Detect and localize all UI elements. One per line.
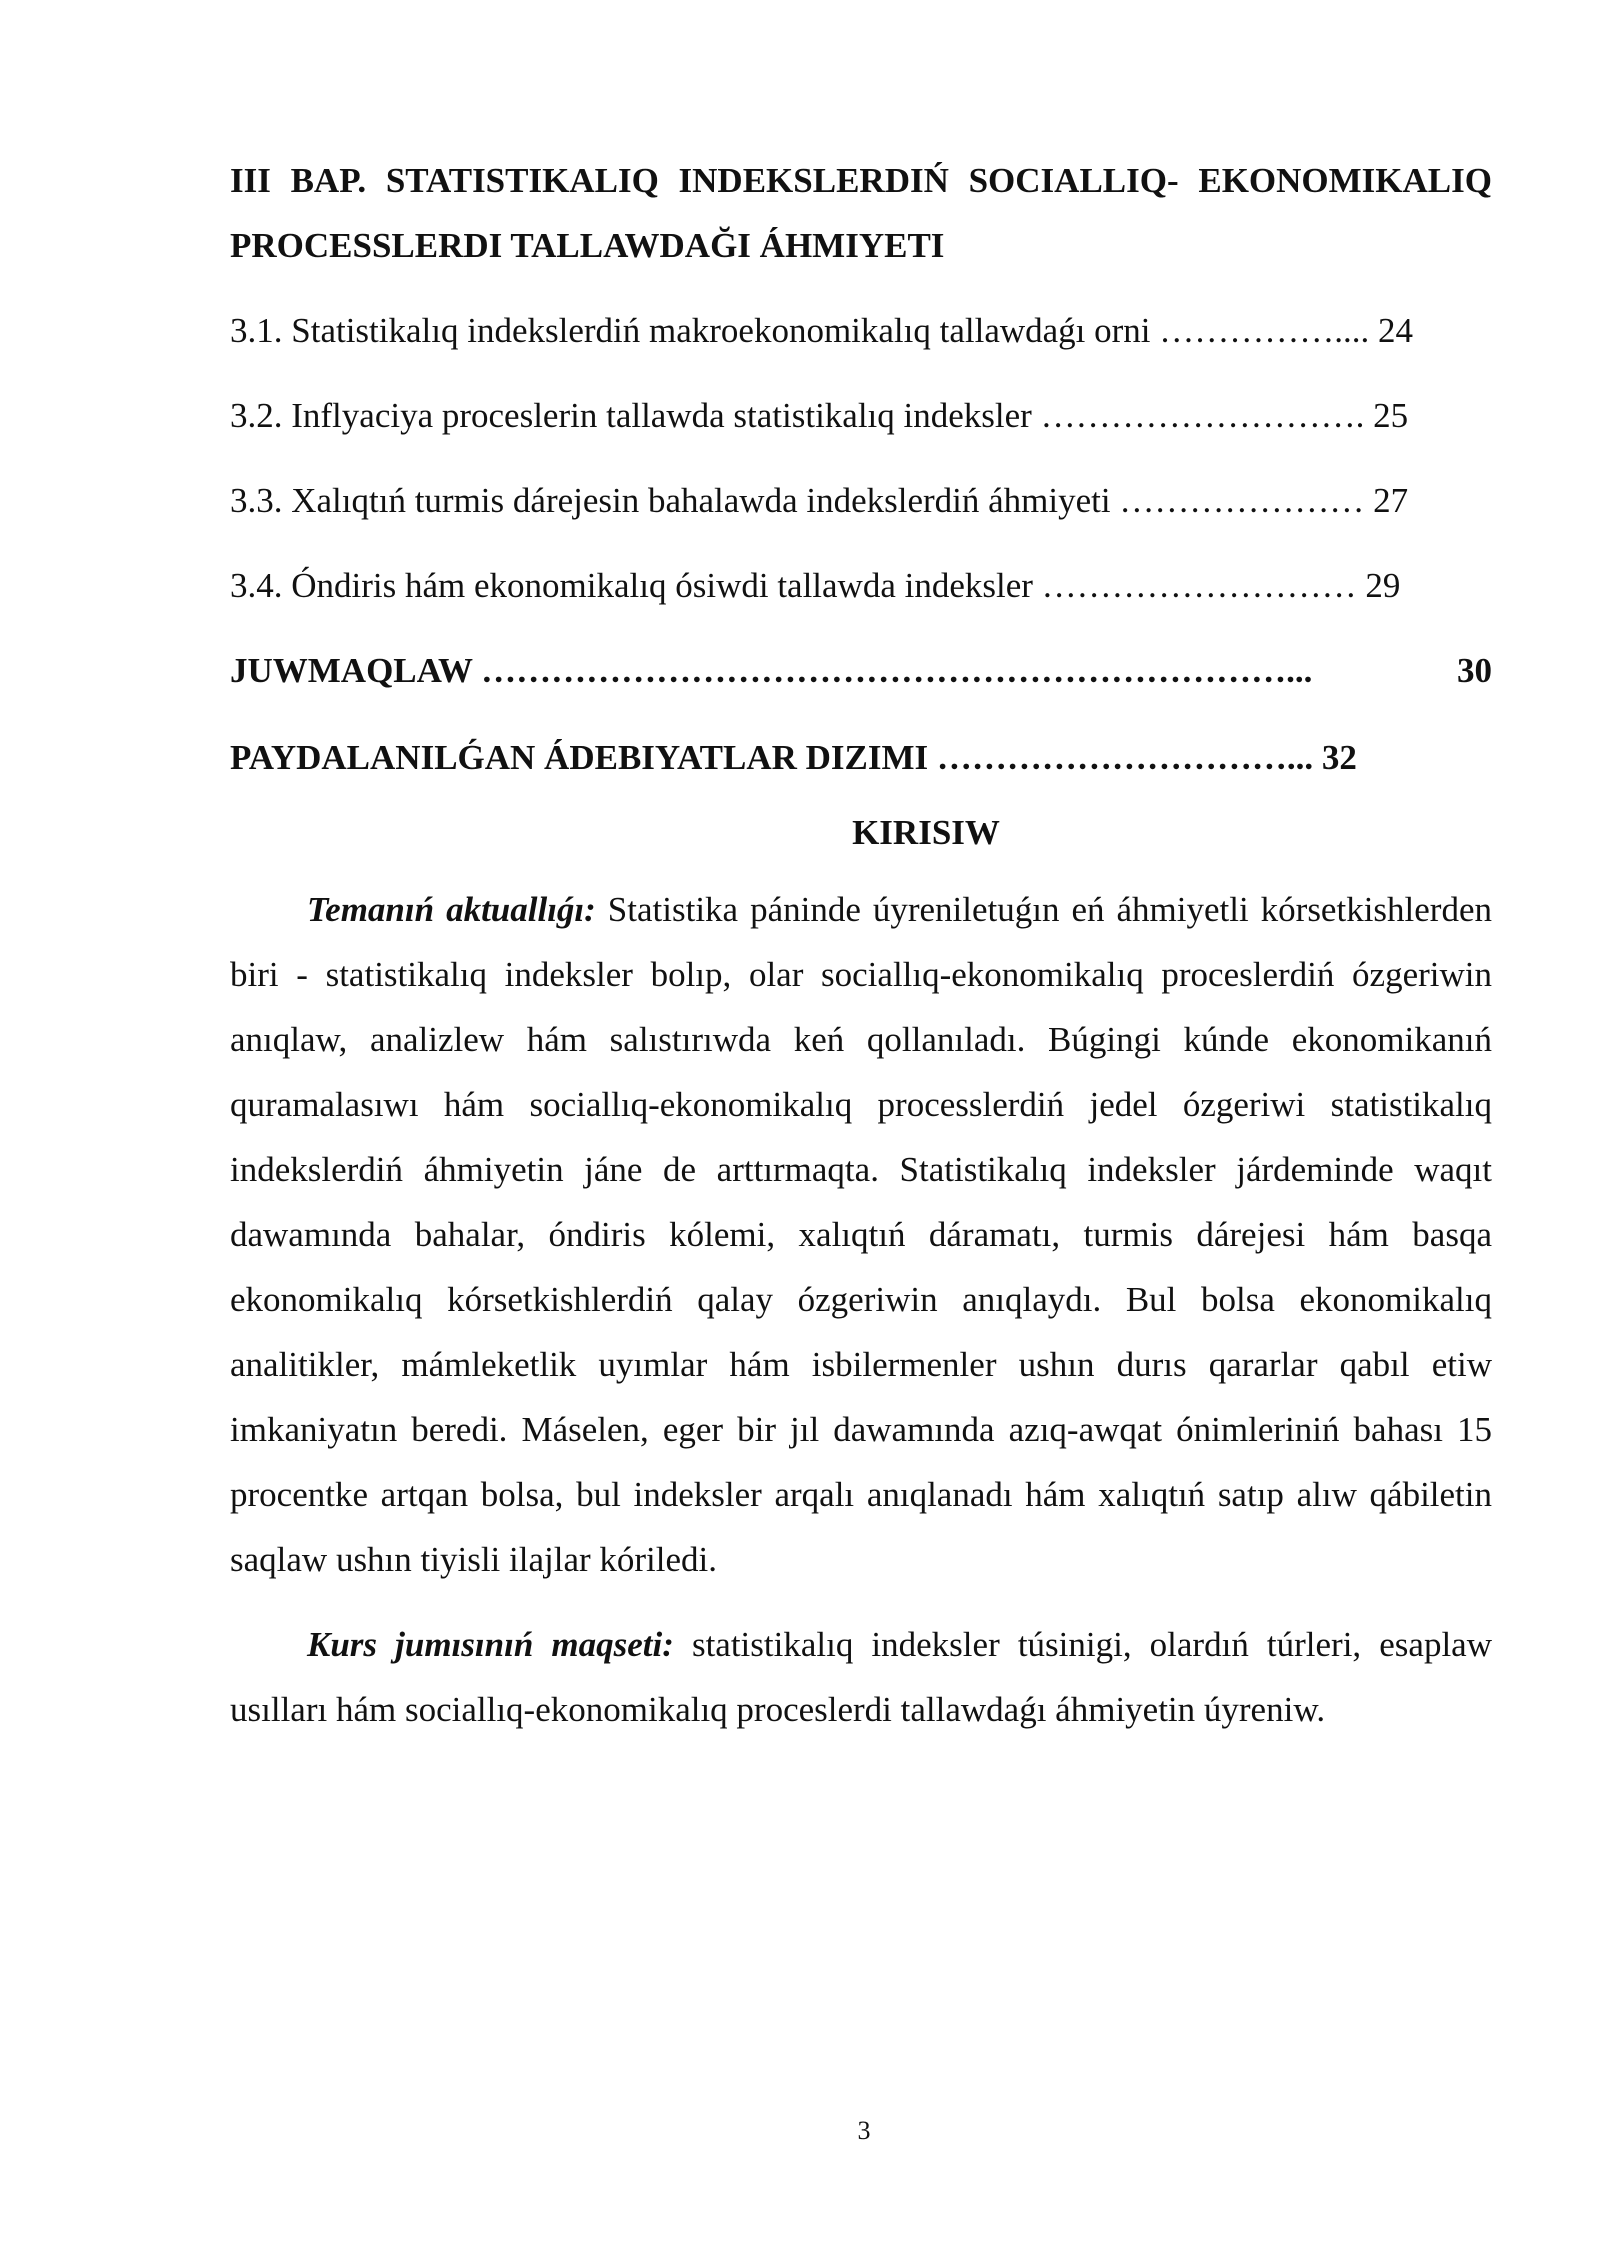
intro-paragraph-goal [230, 1612, 1492, 1742]
intro-paragraph-relevance [230, 877, 1492, 1592]
toc-item-text: 3.1. Statistikalıq indekslerdiń makroekonomikalıq tallawdaǵı orni …………….... [230, 311, 1370, 350]
goal-body: statistikalıq indeksler túsinigi, olardıń túrleri, esaplaw usılları hám sociallıq-ekonomikalıq proceslerdi tallawdaǵı áhmiyetin úyreniw. [230, 1625, 1492, 1729]
toc-references [230, 725, 1492, 790]
toc-item-text: 3.4. Óndiris hám ekonomikalıq ósiwdi tallawda indeksler ……………………… [230, 566, 1357, 605]
toc-item-page: 25 [1373, 396, 1409, 435]
chapter-heading: III BAP. STATISTIKALIQ INDEKSLERDIŃ SOCIALLIQ- EKONOMIKALIQ PROCESSLERDI TALLAWDAĞI ÁHMIYETI [230, 161, 1492, 265]
goal-lead: Kurs jumısınıń maqseti: [307, 1625, 674, 1664]
relevance-body: Statistika páninde úyreniletuǵın eń áhmiyetli kórsetkishlerden biri - statistikalıq indeksler bolıp, olar sociallıq-ekonomikalıq proceslerdiń ózgeriwin anıqlaw, analizlew hám salıstırıwda keń qollanıladı. Búgingi kúnde ekonomikanıń quramalasıwı hám sociallıq-ekonomikalıq processlerdiń jedel ózgeriwi statistikalıq indekslerdiń áhmiyetin jáne de arttırmaqta. Statistikalıq indeksler járdeminde waqıt dawamında bahalar, óndiris kólemi, xalıqtıń dáramatı, turmis dárejesi hám basqa ekonomikalıq kórsetkishlerdiń qalay ózgeriwin anıqlaydı. Bul bolsa ekonomikalıq analitikler, mámleketlik uyımlar hám isbilermenler ushın durıs qararlar qabıl etiw imkaniyatın beredi. Máselen, eger bir jıl dawamında azıq-awqat ónimleriniń bahası 15 procentke artqan bolsa, bul indeksler arqalı anıqlanadı hám xalıqtıń satıp alıw qábiletin saqlaw ushın tiyisli ilajlar kóriledi. [230, 890, 1492, 1579]
toc-item-text: 3.2. Inflyaciya proceslerin tallawda statistikalıq indeksler ………………………. [230, 396, 1365, 435]
toc-conclusion-page: 30 [1457, 651, 1492, 690]
toc-item-text: 3.3. Xalıqtıń turmis dárejesin bahalawda indekslerdiń áhmiyeti ………………… [230, 481, 1365, 520]
toc-item-page: 24 [1378, 311, 1414, 350]
toc-item-page: 29 [1365, 566, 1401, 605]
toc-conclusion [230, 638, 1492, 703]
relevance-lead: Temanıń aktuallıǵı: [307, 890, 596, 929]
toc-item-page: 27 [1373, 481, 1409, 520]
toc-item-3-4 [230, 553, 1492, 618]
intro-title: KIRISIW [852, 813, 1000, 852]
toc-item-3-1 [230, 298, 1492, 363]
toc-item-3-2 [230, 383, 1492, 448]
toc-conclusion-text: JUWMAQLAW ……………………………………………………………... [230, 651, 1313, 690]
toc-references-text: PAYDALANILǴAN ÁDEBIYATLAR DIZIMI …………………………... [230, 738, 1314, 777]
page-number: 3 [857, 2116, 871, 2145]
toc-item-3-3 [230, 468, 1492, 533]
toc-references-page: 32 [1321, 738, 1357, 777]
document-page [230, 148, 1492, 1762]
